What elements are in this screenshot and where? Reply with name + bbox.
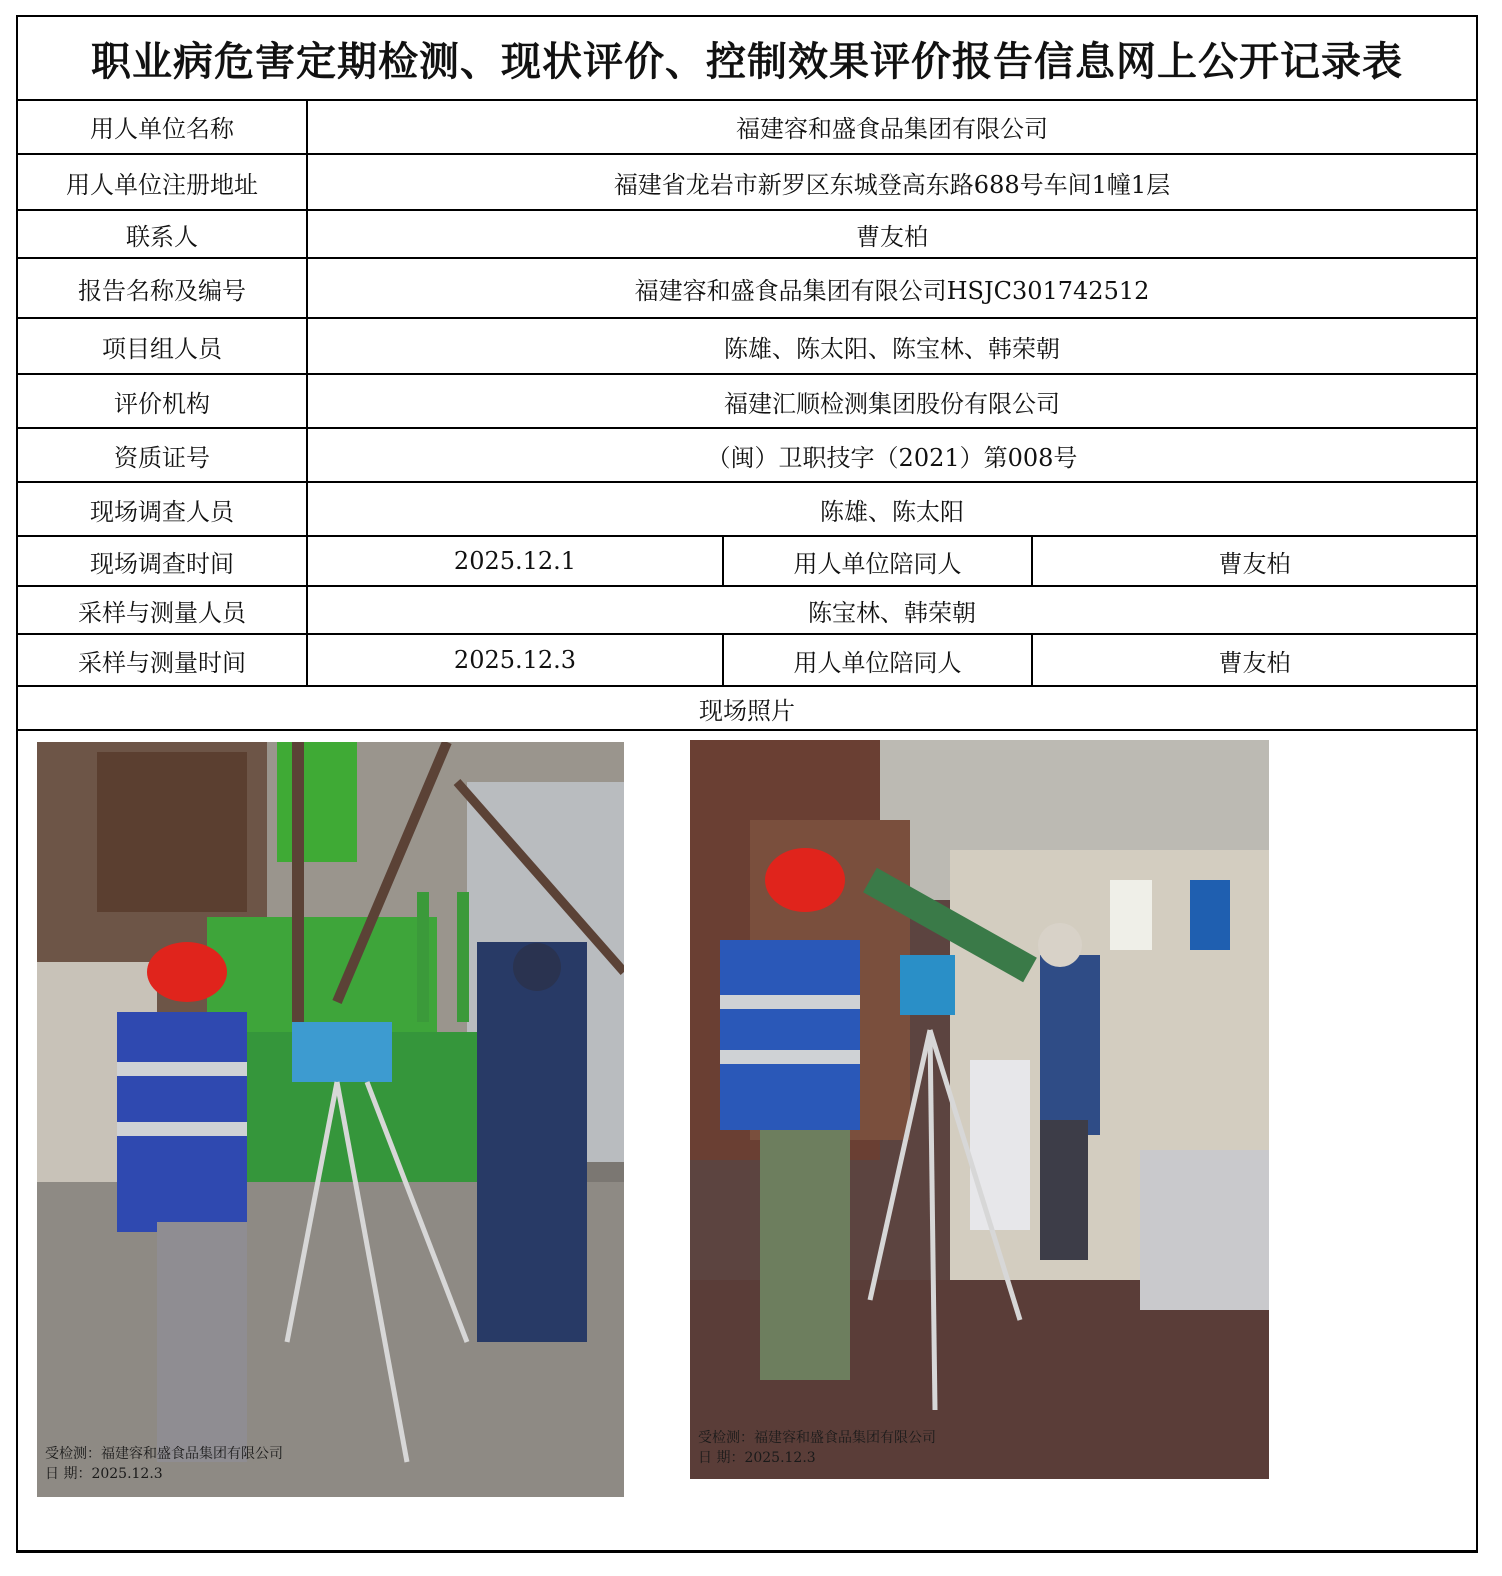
row-qualification-no bbox=[18, 429, 1476, 483]
label-survey-time: 现场调查时间 bbox=[18, 537, 308, 585]
value-sampling-staff: 陈宝林、韩荣朝 bbox=[808, 598, 976, 627]
photos-header: 现场照片 bbox=[699, 696, 795, 725]
value-report-name: 福建容和盛食品集团有限公司HSJC301742512 bbox=[634, 276, 1150, 305]
row-survey-staff bbox=[18, 483, 1476, 537]
value-survey-companion: 曹友柏 bbox=[1218, 549, 1291, 578]
page-title: 职业病危害定期检测、现状评价、控制效果评价报告信息网上公开记录表 bbox=[18, 17, 1476, 101]
site-photo-2 bbox=[690, 740, 1269, 1479]
row-sampling-time bbox=[18, 635, 1476, 687]
photos-area bbox=[18, 729, 1476, 1551]
label-evaluation-agency: 评价机构 bbox=[18, 375, 308, 427]
value-sampling-companion: 曹友柏 bbox=[1218, 648, 1291, 677]
label-report-name: 报告名称及编号 bbox=[18, 259, 308, 317]
site-photo-2-image bbox=[690, 740, 1269, 1479]
photo-1-caption bbox=[45, 1444, 283, 1484]
row-sampling-staff bbox=[18, 587, 1476, 635]
photo-2-caption-date: 日 期：2025.12.3 bbox=[698, 1450, 816, 1466]
label-survey-staff: 现场调查人员 bbox=[18, 483, 308, 535]
label-qualification-no: 资质证号 bbox=[18, 429, 308, 481]
label-sampling-companion: 用人单位陪同人 bbox=[724, 635, 1033, 685]
label-employer-name: 用人单位名称 bbox=[18, 99, 308, 153]
photo-2-caption-inspected: 受检测：福建容和盛食品集团有限公司 bbox=[698, 1430, 936, 1446]
row-evaluation-agency bbox=[18, 375, 1476, 429]
value-project-team: 陈雄、陈太阳、陈宝林、韩荣朝 bbox=[724, 334, 1060, 363]
label-sampling-time: 采样与测量时间 bbox=[18, 635, 308, 685]
value-survey-staff: 陈雄、陈太阳 bbox=[820, 497, 964, 526]
photo-2-caption bbox=[698, 1428, 936, 1468]
row-survey-time bbox=[18, 537, 1476, 587]
photo-1-caption-date: 日 期：2025.12.3 bbox=[45, 1466, 163, 1482]
label-registered-address: 用人单位注册地址 bbox=[18, 155, 308, 209]
row-contact bbox=[18, 211, 1476, 259]
site-photo-1 bbox=[37, 742, 624, 1497]
site-photo-1-image bbox=[37, 742, 624, 1497]
record-table bbox=[16, 15, 1478, 1553]
value-evaluation-agency: 福建汇顺检测集团股份有限公司 bbox=[724, 389, 1060, 418]
row-registered-address bbox=[18, 155, 1476, 211]
value-qualification-no: （闽）卫职技字（2021）第008号 bbox=[706, 443, 1078, 472]
label-sampling-staff: 采样与测量人员 bbox=[18, 587, 308, 633]
value-sampling-date: 2025.12.3 bbox=[308, 635, 724, 685]
value-registered-address: 福建省龙岩市新罗区东城登高东路688号车间1幢1层 bbox=[613, 170, 1171, 199]
row-report-name bbox=[18, 259, 1476, 319]
label-project-team: 项目组人员 bbox=[18, 319, 308, 373]
label-contact: 联系人 bbox=[18, 211, 308, 257]
row-project-team bbox=[18, 319, 1476, 375]
row-employer-name bbox=[18, 99, 1476, 155]
value-survey-date: 2025.12.1 bbox=[308, 537, 724, 585]
label-survey-companion: 用人单位陪同人 bbox=[724, 537, 1033, 585]
value-employer-name: 福建容和盛食品集团有限公司 bbox=[736, 114, 1048, 143]
photo-1-caption-inspected: 受检测：福建容和盛食品集团有限公司 bbox=[45, 1446, 283, 1462]
row-photos-header bbox=[18, 687, 1476, 731]
value-contact: 曹友柏 bbox=[856, 222, 928, 251]
